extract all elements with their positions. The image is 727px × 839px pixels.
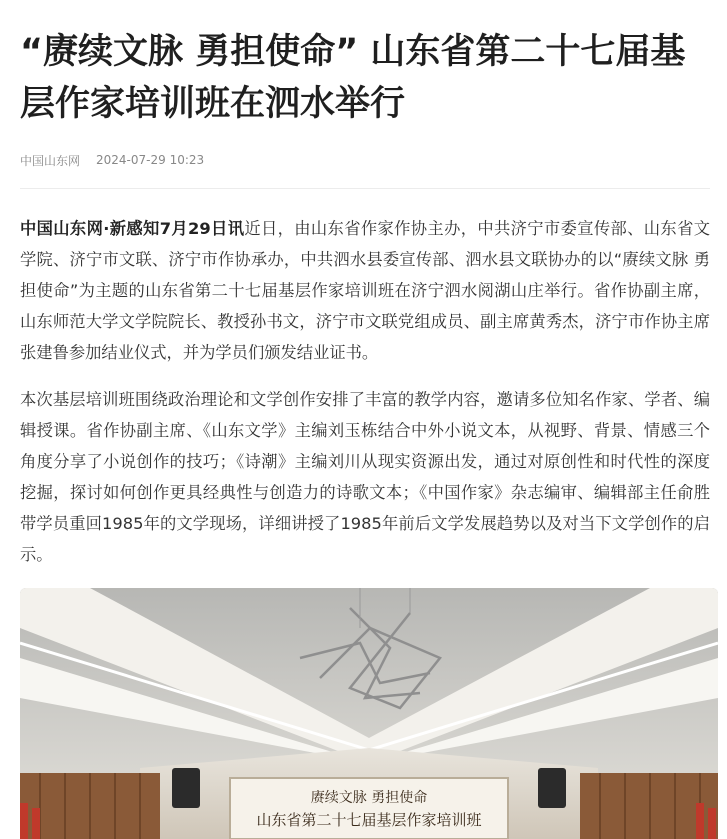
article-source[interactable]: 中国山东网 (20, 153, 81, 168)
banner-screen (230, 778, 508, 839)
article-datetime: 2024-07-29 10:23 (96, 153, 205, 167)
speaker-left (172, 768, 200, 808)
paragraph-1-body: 近日，由山东省作家作协主办，中共济宁市委宣传部、山东省文学院、济宁市文联、济宁市作协承办，中共泗水县委宣传部、泗水县文联协办的以“赓续文脉 勇担使命”为主题的山东省第二十七届基层作家培训班在济宁泗水阅湖山庄举行。省作协副主席，山东师范大学文学院院长、教授孙书文，济宁市文联党组成员、副主席黄秀杰，济宁市作协主席张建鲁参加结业仪式，并为学员们颁发结业证书。 (20, 219, 710, 362)
paragraph-2: 本次基层培训班围绕政治理论和文学创作安排了丰富的教学内容，邀请多位知名作家、学者、编辑授课。省作协副主席、《山东文学》主编刘玉栋结合中外小说文本，从视野、背景、情感三个角度分享了小说创作的技巧；《诗潮》主编刘川从现实资源出发，通过对原创性和时代性的深度挖掘，探讨如何创作更具经典性与创造力的诗歌文本；《中国作家》杂志编审、编辑部主任俞胜带学员重回1985年的文学现场，详细讲授了1985年前后文学发展趋势以及对当下文学创作的启示。 (20, 390, 710, 564)
photo-illustration (20, 588, 718, 839)
dateline: 中国山东网·新感知7月29日讯 (20, 219, 245, 238)
paragraph-1 (20, 213, 710, 368)
speaker-right (538, 768, 566, 808)
article-photo[interactable] (20, 588, 718, 839)
article-meta (20, 150, 204, 170)
divider (20, 188, 710, 189)
banner-line-1: 赓续文脉 勇担使命 (310, 790, 428, 806)
banner-line-2: 山东省第二十七届基层作家培训班 (256, 811, 482, 829)
article-title: “赓续文脉 勇担使命” 山东省第二十七届基层作家培训班在泗水举行 (20, 32, 686, 124)
